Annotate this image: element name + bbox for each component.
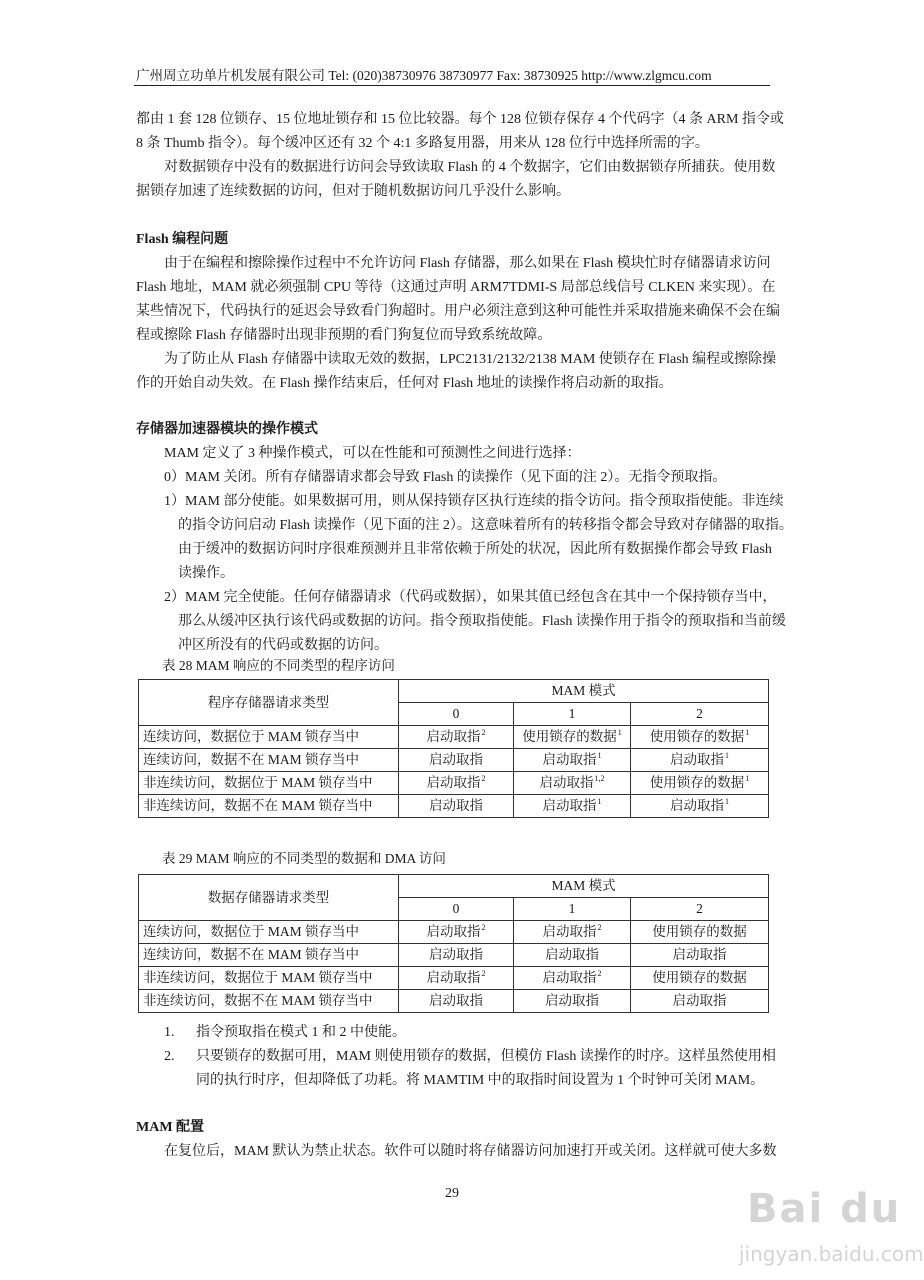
table-cell [514,944,631,967]
cell-value: 使用锁存的数据 [652,924,747,939]
list-item: 的指令访问启动 Flash 读操作（见下面的注 2）。这意味着所有的转移指令都会导致对存储器的取指。 [178,518,793,533]
list-item: 冲区所没有的代码或数据的访问。 [178,638,388,653]
footnote-ref: 2 [481,774,486,783]
table-cell [399,990,514,1013]
cell-value: 启动取指 [429,752,483,767]
note-line: 只要锁存的数据可用，MAM 则使用锁存的数据，但模仿 Flash 读操作的时序。这样虽然使用相 [196,1049,776,1064]
column-header-mode: 1 [514,898,631,921]
section-heading: MAM 配置 [136,1120,205,1135]
table-caption: 表 29 MAM 响应的不同类型的数据和 DMA 访问 [162,851,446,866]
list-item: 2）MAM 完全使能。任何存储器请求（代码或数据），如果其值已经包含在其中一个保持锁存当中， [164,590,777,605]
cell-value: 启动取指 [426,729,481,744]
paragraph-line: 程或擦除 Flash 存储器时出现非预期的看门狗复位而导致系统故障。 [136,328,552,343]
note-number: 2. [164,1049,175,1064]
footnote-ref: 1 [597,797,602,806]
paragraph-line: 由于在编程和擦除操作过程中不允许访问 Flash 存储器，那么如果在 Flash 模块忙时存储器请求访问 [164,256,771,271]
table-row [139,795,769,818]
table-row [139,990,769,1013]
list-item: 0）MAM 关闭。所有存储器请求都会导致 Flash 的读操作（见下面的注 2）。无指令预取指。 [164,470,727,485]
cell-value: 启动取指 [542,798,597,813]
table-cell [631,749,769,772]
cell-value: 启动取指 [426,970,481,985]
cell-value: 启动取指 [670,798,724,813]
footnote-ref: 1 [745,728,750,737]
table-row [139,772,769,795]
table-row [139,749,769,772]
row-label: 连续访问，数据不在 MAM 锁存当中 [139,944,399,967]
paragraph-line: 据锁存加速了连续数据的访问，但对于随机数据访问几乎没什么影响。 [136,184,570,199]
paragraph-line: 某些情况下，代码执行的延迟会导致看门狗超时。用户必须注意到这种可能性并采取措施来确保不会在编 [136,304,780,319]
cell-value: 启动取指 [672,947,727,962]
paragraph-line: 都由 1 套 128 位锁存、15 位地址锁存和 15 位比较器。每个 128 位锁存保存 4 个代码字（4 条 ARM 指令或 [136,112,784,127]
table-cell [399,921,514,944]
cell-value: 启动取指 [545,947,599,962]
cell-value: 使用锁存的数据 [652,970,747,985]
cell-value: 启动取指 [426,775,481,790]
footnote-ref: 1 [745,774,750,783]
column-header-request-type: 数据存储器请求类型 [139,875,399,921]
column-header-mode: 0 [399,898,514,921]
cell-value: 启动取指 [672,993,727,1008]
row-label: 非连续访问，数据不在 MAM 锁存当中 [139,795,399,818]
table-cell [399,772,514,795]
paragraph-line: MAM 定义了 3 种操作模式，可以在性能和可预测性之间进行选择： [164,446,581,461]
footnote-ref: 2 [481,923,486,932]
paragraph-line: 在复位后，MAM 默认为禁止状态。软件可以随时将存储器访问加速打开或关闭。这样就可使大多数 [164,1144,777,1159]
table-29 [138,874,769,1013]
cell-value: 启动取指 [429,947,483,962]
footnote-ref: 2 [597,969,602,978]
note-number: 1. [164,1025,175,1040]
column-header-mode: 0 [399,703,514,726]
section-heading: 存储器加速器模块的操作模式 [136,422,318,437]
paragraph-line: 作的开始自动失效。在 Flash 操作结束后，任何对 Flash 地址的读操作将启动新的取指。 [136,376,673,391]
footnote-ref: 1 [725,751,729,760]
cell-value: 启动取指 [542,924,597,939]
table-cell [399,749,514,772]
footnote-ref: 1,2 [594,774,605,783]
table-cell [631,772,769,795]
cell-value: 启动取指 [426,924,481,939]
table-cell [399,726,514,749]
table-cell [399,944,514,967]
list-item: 1）MAM 部分使能。如果数据可用，则从保持锁存区执行连续的指令访问。指令预取指使能。非连续 [164,494,784,509]
cell-value: 启动取指 [670,752,724,767]
table-row [139,944,769,967]
paragraph-line: 为了防止从 Flash 存储器中读取无效的数据，LPC2131/2132/2138 MAM 使锁存在 Flash 编程或擦除操 [164,352,777,367]
table-cell [514,967,631,990]
table-cell [514,772,631,795]
table-cell [631,944,769,967]
note-line: 同的执行时序，但却降低了功耗。将 MAMTIM 中的取指时间设置为 1 个时钟可关闭 MAM。 [196,1073,765,1088]
list-item: 读操作。 [178,566,234,581]
table-cell [631,990,769,1013]
footnote-ref: 2 [481,728,486,737]
table-cell [514,795,631,818]
column-header-mode: 2 [631,898,769,921]
list-item: 那么从缓冲区执行该代码或数据的访问。指令预取指使能。Flash 读操作用于指令的预取指和当前缓 [178,614,786,629]
cell-value: 使用锁存的数据 [522,729,617,744]
table-row [139,726,769,749]
section-heading: Flash 编程问题 [136,232,229,247]
footnote-ref: 2 [481,969,486,978]
table-cell [631,795,769,818]
table-28 [138,679,769,818]
table-cell [631,726,769,749]
row-label: 非连续访问，数据不在 MAM 锁存当中 [139,990,399,1013]
page-number: 29 [445,1186,459,1201]
row-label: 连续访问，数据位于 MAM 锁存当中 [139,726,399,749]
column-header-request-type: 程序存储器请求类型 [139,680,399,726]
header-rule [134,85,770,86]
table-cell [399,795,514,818]
row-label: 非连续访问，数据位于 MAM 锁存当中 [139,967,399,990]
cell-value: 启动取指 [429,798,483,813]
footnote-ref: 1 [597,751,602,760]
watermark-url: jingyan.baidu.com [739,1242,924,1266]
table-cell [514,726,631,749]
footnote-ref: 1 [617,728,622,737]
table-cell [399,967,514,990]
row-label: 非连续访问，数据位于 MAM 锁存当中 [139,772,399,795]
cell-value: 启动取指 [429,993,483,1008]
table-cell [514,749,631,772]
footnote-ref: 2 [597,923,602,932]
paragraph-line: 8 条 Thumb 指令）。每个缓冲区还有 32 个 4:1 多路复用器，用来从 128 位行中选择所需的字。 [136,136,709,151]
table-cell [631,967,769,990]
watermark-logo-icon: Bai du [747,1186,902,1232]
footnote-ref: 1 [725,797,729,806]
table-cell [514,990,631,1013]
table-cell [631,921,769,944]
table-row [139,921,769,944]
paragraph-line: 对数据锁存中没有的数据进行访问会导致读取 Flash 的 4 个数据字，它们由数据锁存所捕获。使用数 [164,160,776,175]
row-label: 连续访问，数据不在 MAM 锁存当中 [139,749,399,772]
row-label: 连续访问，数据位于 MAM 锁存当中 [139,921,399,944]
cell-value: 启动取指 [539,775,594,790]
column-header-mam-mode: MAM 模式 [399,680,769,703]
table-caption: 表 28 MAM 响应的不同类型的程序访问 [162,658,395,673]
page-header: 广州周立功单片机发展有限公司 Tel: (020)38730976 38730977 Fax: 38730925 http://www.zlgmcu.com [136,68,712,83]
list-item: 由于缓冲的数据访问时序很难预测并且非常依赖于所处的状况，因此所有数据操作都会导致 Flash [178,542,772,557]
table-cell [514,921,631,944]
table-row [139,967,769,990]
cell-value: 使用锁存的数据 [649,729,745,744]
cell-value: 启动取指 [545,993,599,1008]
cell-value: 启动取指 [542,970,597,985]
column-header-mode: 2 [631,703,769,726]
paragraph-line: Flash 地址，MAM 就必须强制 CPU 等待（这通过声明 ARM7TDMI-S 局部总线信号 CLKEN 来实现）。在 [136,280,776,295]
column-header-mam-mode: MAM 模式 [399,875,769,898]
cell-value: 使用锁存的数据 [649,775,745,790]
cell-value: 启动取指 [542,752,597,767]
note-line: 指令预取指在模式 1 和 2 中使能。 [196,1025,406,1040]
column-header-mode: 1 [514,703,631,726]
